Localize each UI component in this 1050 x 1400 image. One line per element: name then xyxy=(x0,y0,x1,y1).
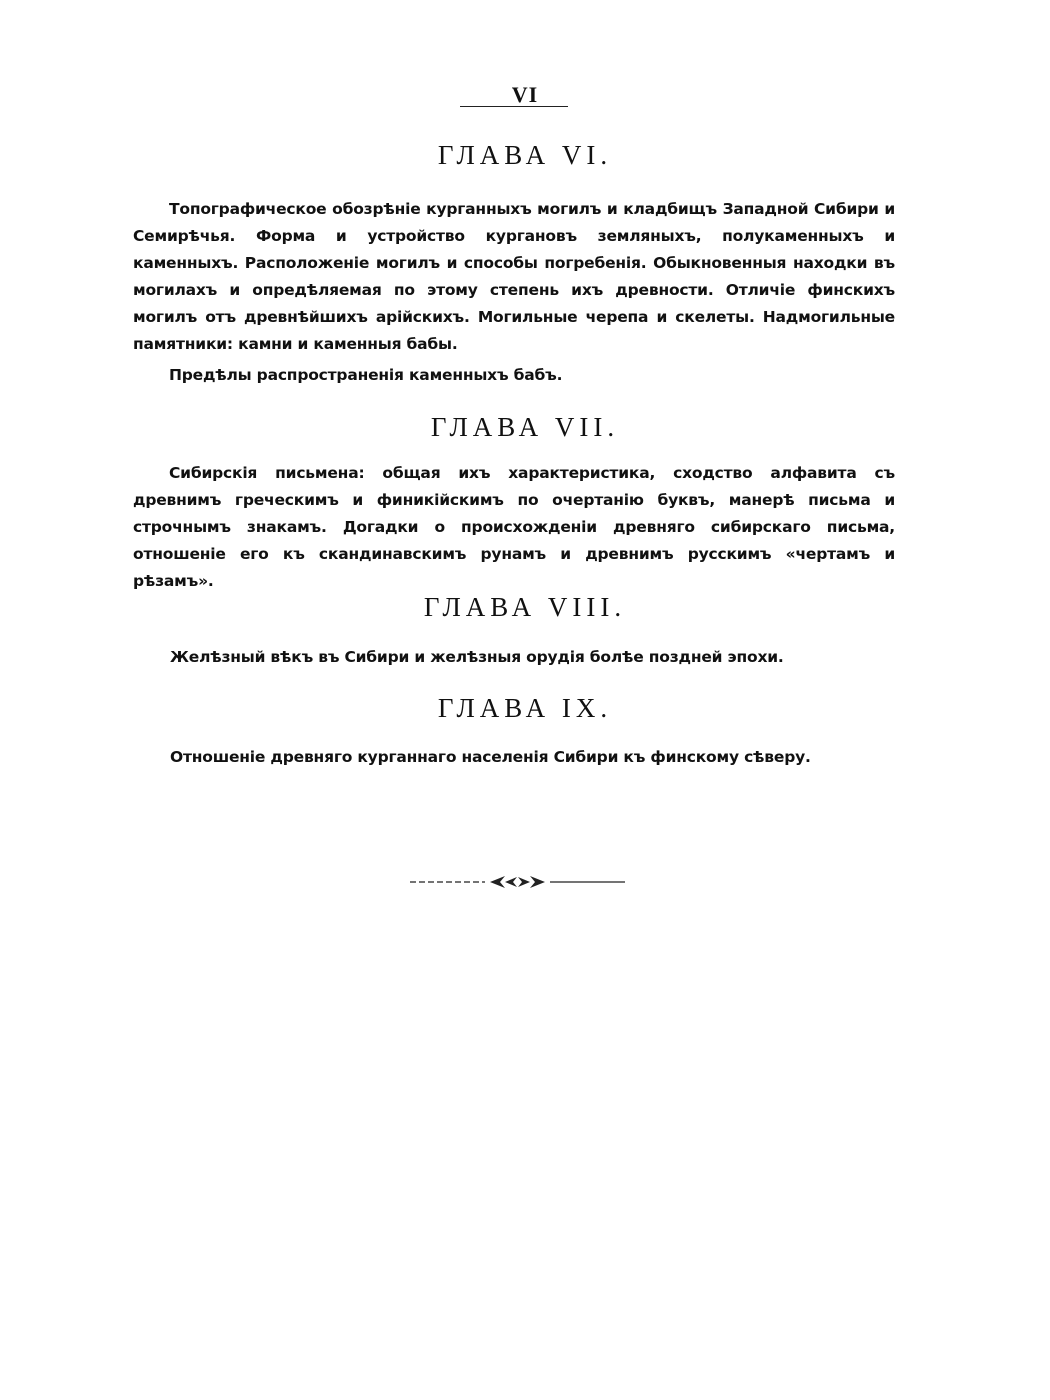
page-number-rule xyxy=(460,106,568,107)
chapter-6-paragraph-1: Топографическое обозрѣніе курганныхъ могилъ и кладбищъ Западной Сибири и Семирѣчья. Форма и устройство кургановъ земляныхъ, полукаменныхъ и каменныхъ. Расположеніе могилъ и способы погребенія. Обыкновенныя находки въ могилахъ и опредѣляемая по этому степень ихъ древности. Отличіе финскихъ могилъ отъ древнѣйшихъ арійскихъ. Могильные черепа и скелеты. Надмогильные памятники: камни и каменныя бабы. xyxy=(133,200,895,353)
chapter-8-paragraph: Желѣзный вѣкъ въ Сибири и желѣзныя орудія болѣе поздней эпохи. xyxy=(170,648,784,666)
chapter-heading-8: ГЛАВА VIII. xyxy=(423,592,627,622)
chapter-7-paragraph xyxy=(133,460,895,595)
chapter-heading-6: ГЛАВА VI. xyxy=(437,140,613,170)
chapter-6-paragraph-2: Предѣлы распространенія каменныхъ бабъ. xyxy=(169,366,563,384)
chapter-heading-9: ГЛАВА IX. xyxy=(437,693,613,723)
page-number: VI xyxy=(511,82,539,107)
chapter-heading-7: ГЛАВА VII. xyxy=(430,412,620,442)
chapter-9-paragraph: Отношеніе древняго курганнаго населенія Сибири къ финскому сѣверу. xyxy=(170,748,811,766)
chapter-7-text: общая ихъ характеристика, сходство алфавита съ древнимъ греческимъ и финикійскимъ по очертанію буквъ, манерѣ письма и строчнымъ знакамъ. Догадки о происхожденіи древняго сибирскаго письма, отношеніе его къ скандинавскимъ рунамъ и древнимъ русскимъ «чертамъ и рѣзамъ». xyxy=(133,464,895,590)
ornament-divider-icon xyxy=(405,870,630,894)
chapter-7-lead: Сибирскія письмена: xyxy=(169,464,365,482)
